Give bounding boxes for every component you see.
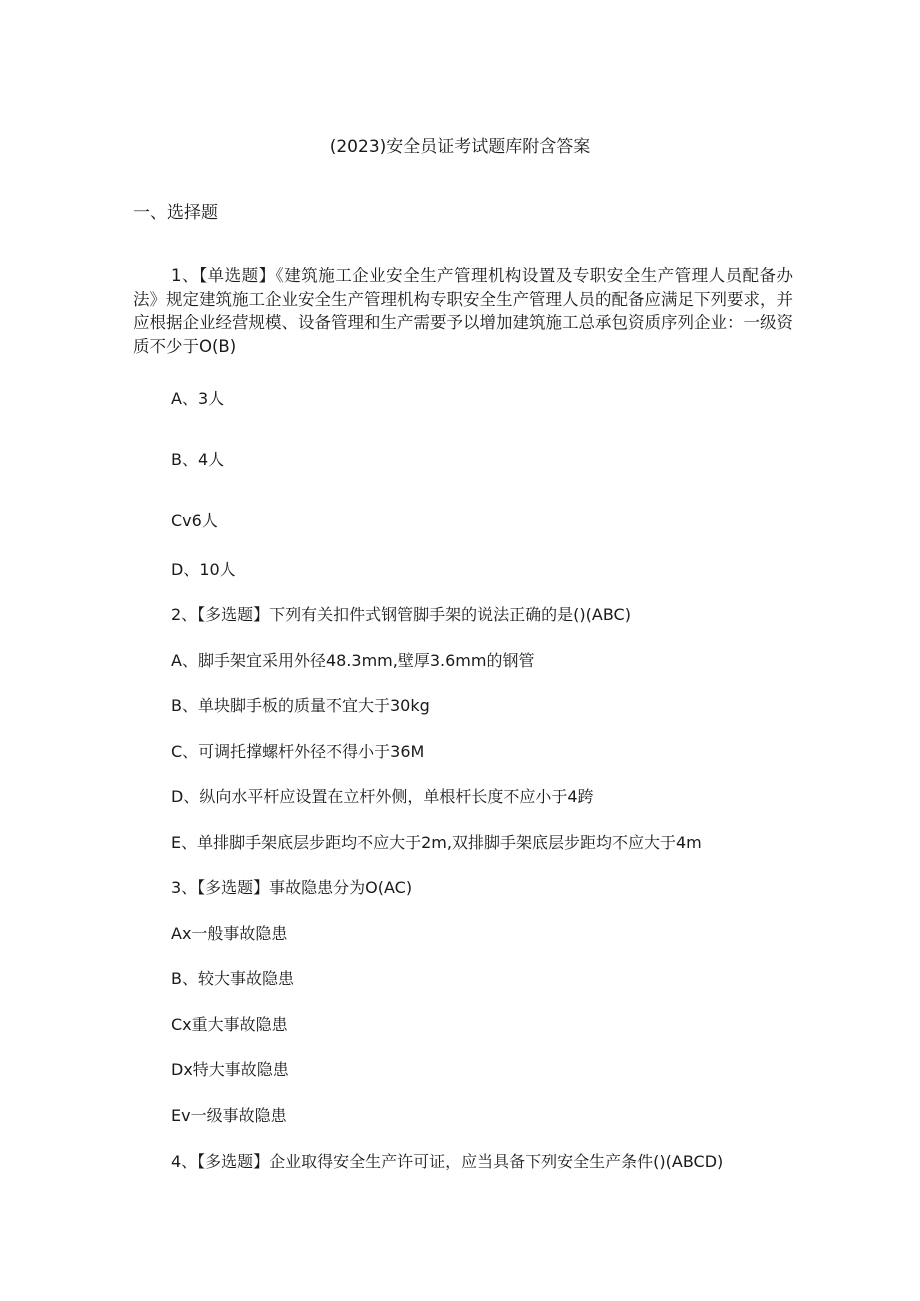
q3-option-b: B、较大事故隐患 bbox=[171, 969, 294, 988]
q2-option-a: A、脚手架宜采用外径48.3mm,壁厚3.6mm的钢管 bbox=[171, 651, 535, 670]
q3-option-c: Cx重大事故隐患 bbox=[171, 1015, 288, 1034]
question-4-text: 4、【多选题】企业取得安全生产许可证，应当具备下列安全生产条件()(ABCD) bbox=[171, 1152, 724, 1171]
q1-option-b: B、4人 bbox=[171, 450, 225, 469]
q1-option-c: Cv6人 bbox=[171, 511, 218, 530]
q1-option-a: A、3人 bbox=[171, 389, 225, 408]
q2-option-d: D、纵向水平杆应设置在立杆外侧，单根杆长度不应小于4跨 bbox=[171, 787, 594, 806]
question-3-text: 3、【多选题】事故隐患分为O(AC) bbox=[171, 878, 413, 897]
section-heading: 一、选择题 bbox=[133, 203, 218, 223]
q2-option-c: C、可调托撑螺杆外径不得小于36M bbox=[171, 742, 425, 761]
question-2-text: 2、【多选题】下列有关扣件式钢管脚手架的说法正确的是()(ABC) bbox=[171, 605, 631, 624]
q3-option-d: Dx特大事故隐患 bbox=[171, 1060, 289, 1079]
q3-option-e: Ev一级事故隐患 bbox=[171, 1106, 287, 1125]
document-title: (2023)安全员证考试题库附含答案 bbox=[329, 137, 591, 157]
q2-option-e: E、单排脚手架底层步距均不应大于2m,双排脚手架底层步距均不应大于4m bbox=[171, 833, 702, 852]
q3-option-a: Ax一般事故隐患 bbox=[171, 924, 288, 943]
question-1-text: 1、【单选题】《建筑施工企业安全生产管理机构设置及专职安全生产管理人员配备办法》规定建筑施工企业安全生产管理机构专职安全生产管理人员的配备应满足下列要求，并应根据企业经营规模、设备管理和生产需要予以增加建筑施工总承包资质序列企业：一级资质不少于O(B) bbox=[133, 266, 793, 356]
q2-option-b: B、单块脚手板的质量不宜大于30kg bbox=[171, 696, 430, 715]
q1-option-d: D、10人 bbox=[171, 560, 236, 579]
